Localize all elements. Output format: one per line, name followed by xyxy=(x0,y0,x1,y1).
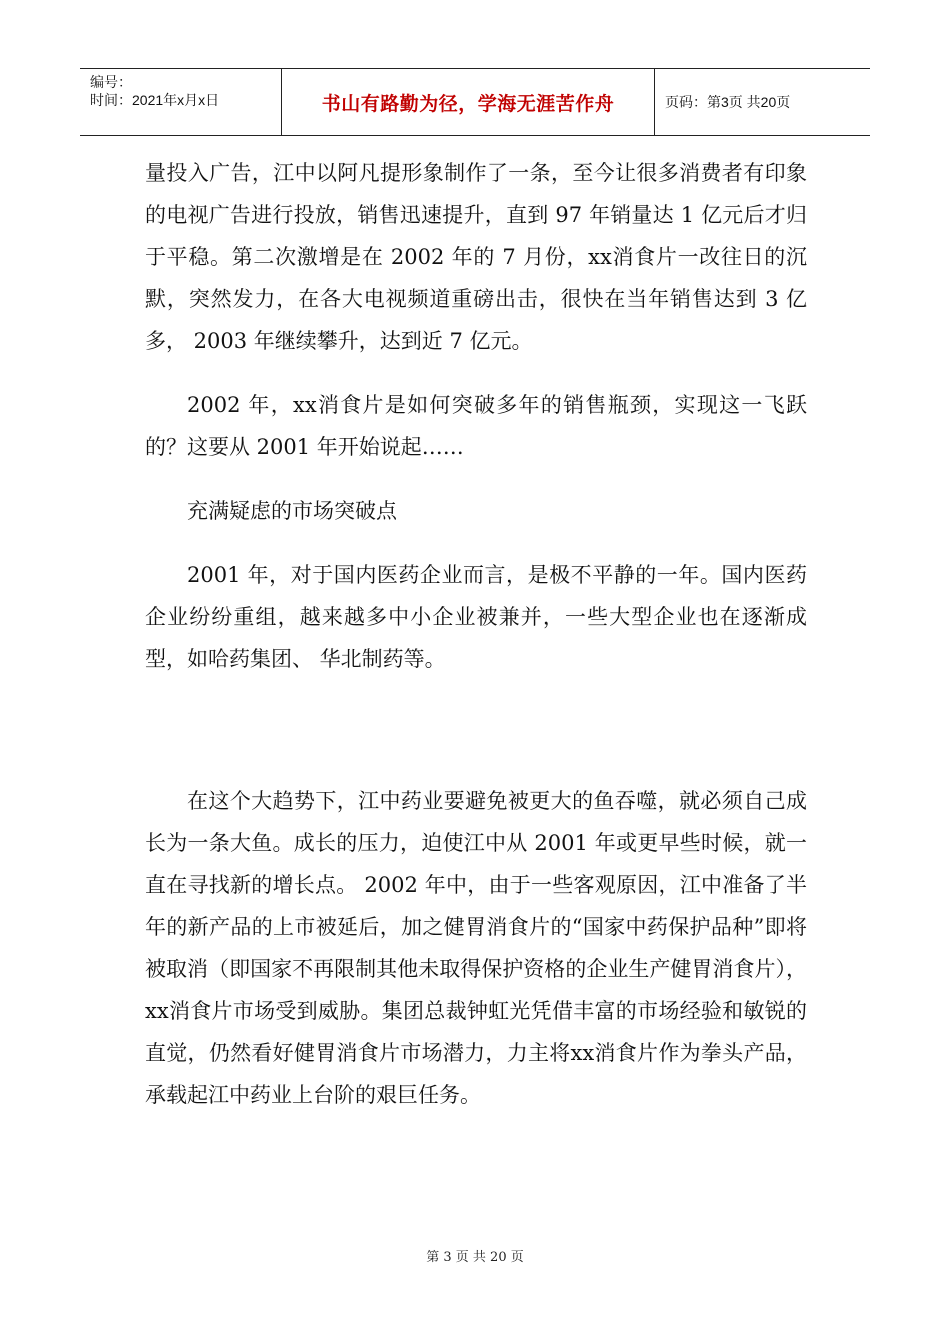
paragraph-4: 在这个大趋势下，江中药业要避免被更大的鱼吞噬，就必须自己成长为一条大鱼。成长的压力，迫使江中从 2001 年或更早些时候，就一直在寻找新的增长点。 2002 年中，由于一些客观原因，江中准备了半年的新产品的上市被延后，加之健胃消食片的“国家中药保护品种”即将被取消（即国家不再限制其他未取得保护资格的企业生产健胃消食片），xx消食片市场受到威胁。集团总裁钟虹光凭借丰富的市场经验和敏锐的直觉，仍然看好健胃消食片市场潜力，力主将xx消食片作为拳头产品，承载起江中药业上台阶的艰巨任务。 xyxy=(145,789,807,1107)
paragraph-3: 2001 年，对于国内医药企业而言，是极不平静的一年。国内医药企业纷纷重组，越来越多中小企业被兼并，一些大型企业也在逐渐成型，如哈药集团、 华北制药等。 xyxy=(145,563,807,671)
header-meta xyxy=(80,69,282,135)
header-motto: 书山有路勤为径，学海无涯苦作舟 xyxy=(282,69,655,135)
date-label: 时间：2021年x月x日 xyxy=(90,92,220,108)
paragraph-1: 量投入广告，江中以阿凡提形象制作了一条，至今让很多消费者有印象的电视广告进行投放，销售迅速提升，直到 97 年销量达 1 亿元后才归于平稳。第二次激增是在 2002 年的 7 月份，xx消食片一改往日的沉默，突然发力，在各大电视频道重磅出击，很快在当年销售达到 3 亿多， 2003 年继续攀升，达到近 7 亿元。 xyxy=(145,161,807,353)
serial-number-label: 编号： xyxy=(90,74,132,90)
header-page-info: 页码：第3页 共20页 xyxy=(665,94,791,110)
page-header xyxy=(80,68,870,136)
document-body xyxy=(145,152,807,1116)
section-heading: 充满疑虑的市场突破点 xyxy=(187,499,397,523)
page-footer: 第 3 页 共 20 页 xyxy=(426,1250,524,1265)
paragraph-2: 2002 年，xx消食片是如何突破多年的销售瓶颈，实现这一飞跃的？这要从 2001 年开始说起…… xyxy=(145,393,807,459)
